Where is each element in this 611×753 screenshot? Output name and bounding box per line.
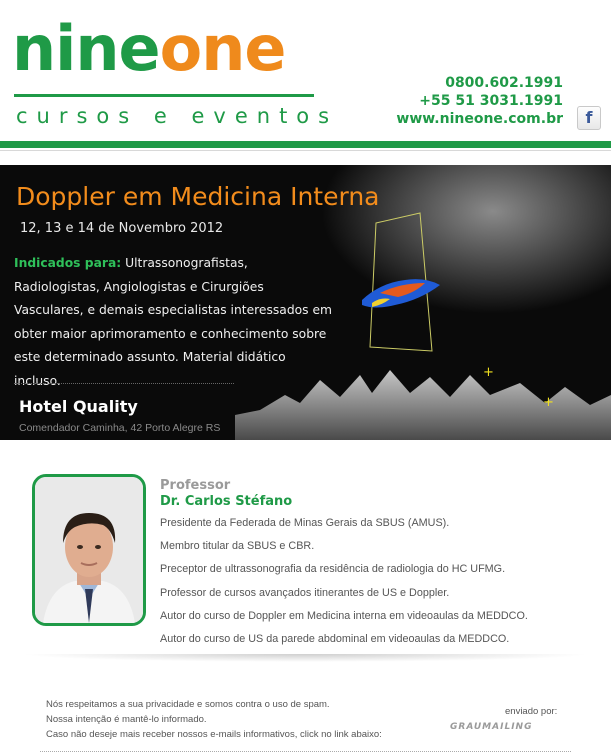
course-banner: [0, 165, 611, 440]
professor-portrait: [35, 477, 143, 623]
privacy-line-2: Nossa intenção é mantê-lo informado.: [46, 714, 207, 725]
privacy-line-1: Nós respeitamos a sua privacidade e somos contra o uso de spam.: [46, 699, 330, 710]
course-title: Doppler em Medicina Interna: [16, 182, 380, 211]
venue-address: Comendador Caminha, 42 Porto Alegre RS: [19, 422, 221, 434]
contact-block: [396, 74, 563, 128]
facebook-button[interactable]: [577, 106, 601, 130]
professor-label: Professor: [160, 478, 231, 493]
section-separator: [20, 654, 591, 662]
bio-item: Autor do curso de Doppler em Medicina interna em videoaulas da MEDDCO.: [160, 609, 528, 622]
venue-name: Hotel Quality: [19, 397, 138, 416]
course-dates: 12, 13 e 14 de Novembro 2012: [20, 221, 224, 236]
course-description: [14, 252, 334, 393]
svg-text:+: +: [483, 365, 494, 380]
bio-item: Autor do curso de US da parede abdominal em videoaulas da MEDDCO.: [160, 632, 510, 645]
header-divider: [0, 150, 611, 151]
professor-bio-list: [160, 516, 528, 655]
privacy-notice: [46, 697, 382, 742]
nineone-logo[interactable]: [12, 14, 285, 84]
professor-photo: [32, 474, 146, 626]
indicated-label: Indicados para:: [14, 256, 122, 270]
banner-divider: [14, 383, 234, 385]
logo-part-nine: nine: [12, 12, 160, 85]
logo-tagline: cursos e eventos: [16, 104, 339, 128]
unsubscribe-text: Caso não deseje mais receber nossos e-mails informativos, click no link abaixo:: [46, 729, 382, 740]
facebook-icon: f: [585, 108, 593, 127]
logo-part-one: one: [159, 12, 286, 85]
website-link[interactable]: www.nineone.com.br: [396, 111, 563, 127]
bio-item: Presidente da Federada de Minas Gerais da SBUS (AMUS).: [160, 517, 450, 529]
logo-underline: [14, 94, 314, 97]
audience-text: Ultrassonografistas, Radiologistas, Angiologistas e Cirurgiões Vasculares, e demais especialistas interessados em obter maior aprimoramento e conhecimento sobre este determinado assunto. Material didático incluso.: [14, 256, 333, 388]
svg-text:+: +: [543, 395, 554, 410]
sent-by-label: enviado por:: [505, 706, 558, 717]
bio-item: Professor de cursos avançados itinerantes de US e Doppler.: [160, 586, 450, 599]
bio-item: Membro titular da SBUS e CBR.: [160, 540, 315, 553]
phone-local: +55 51 3031.1991: [419, 93, 563, 109]
bio-item: Preceptor de ultrassonografia da residência de radiologia do HC UFMG.: [160, 563, 506, 576]
phone-toll-free: 0800.602.1991: [445, 75, 563, 91]
professor-name: Dr. Carlos Stéfano: [160, 494, 293, 509]
sender-logo[interactable]: GRAUMAILING: [450, 722, 533, 732]
header-green-bar: [0, 141, 611, 148]
